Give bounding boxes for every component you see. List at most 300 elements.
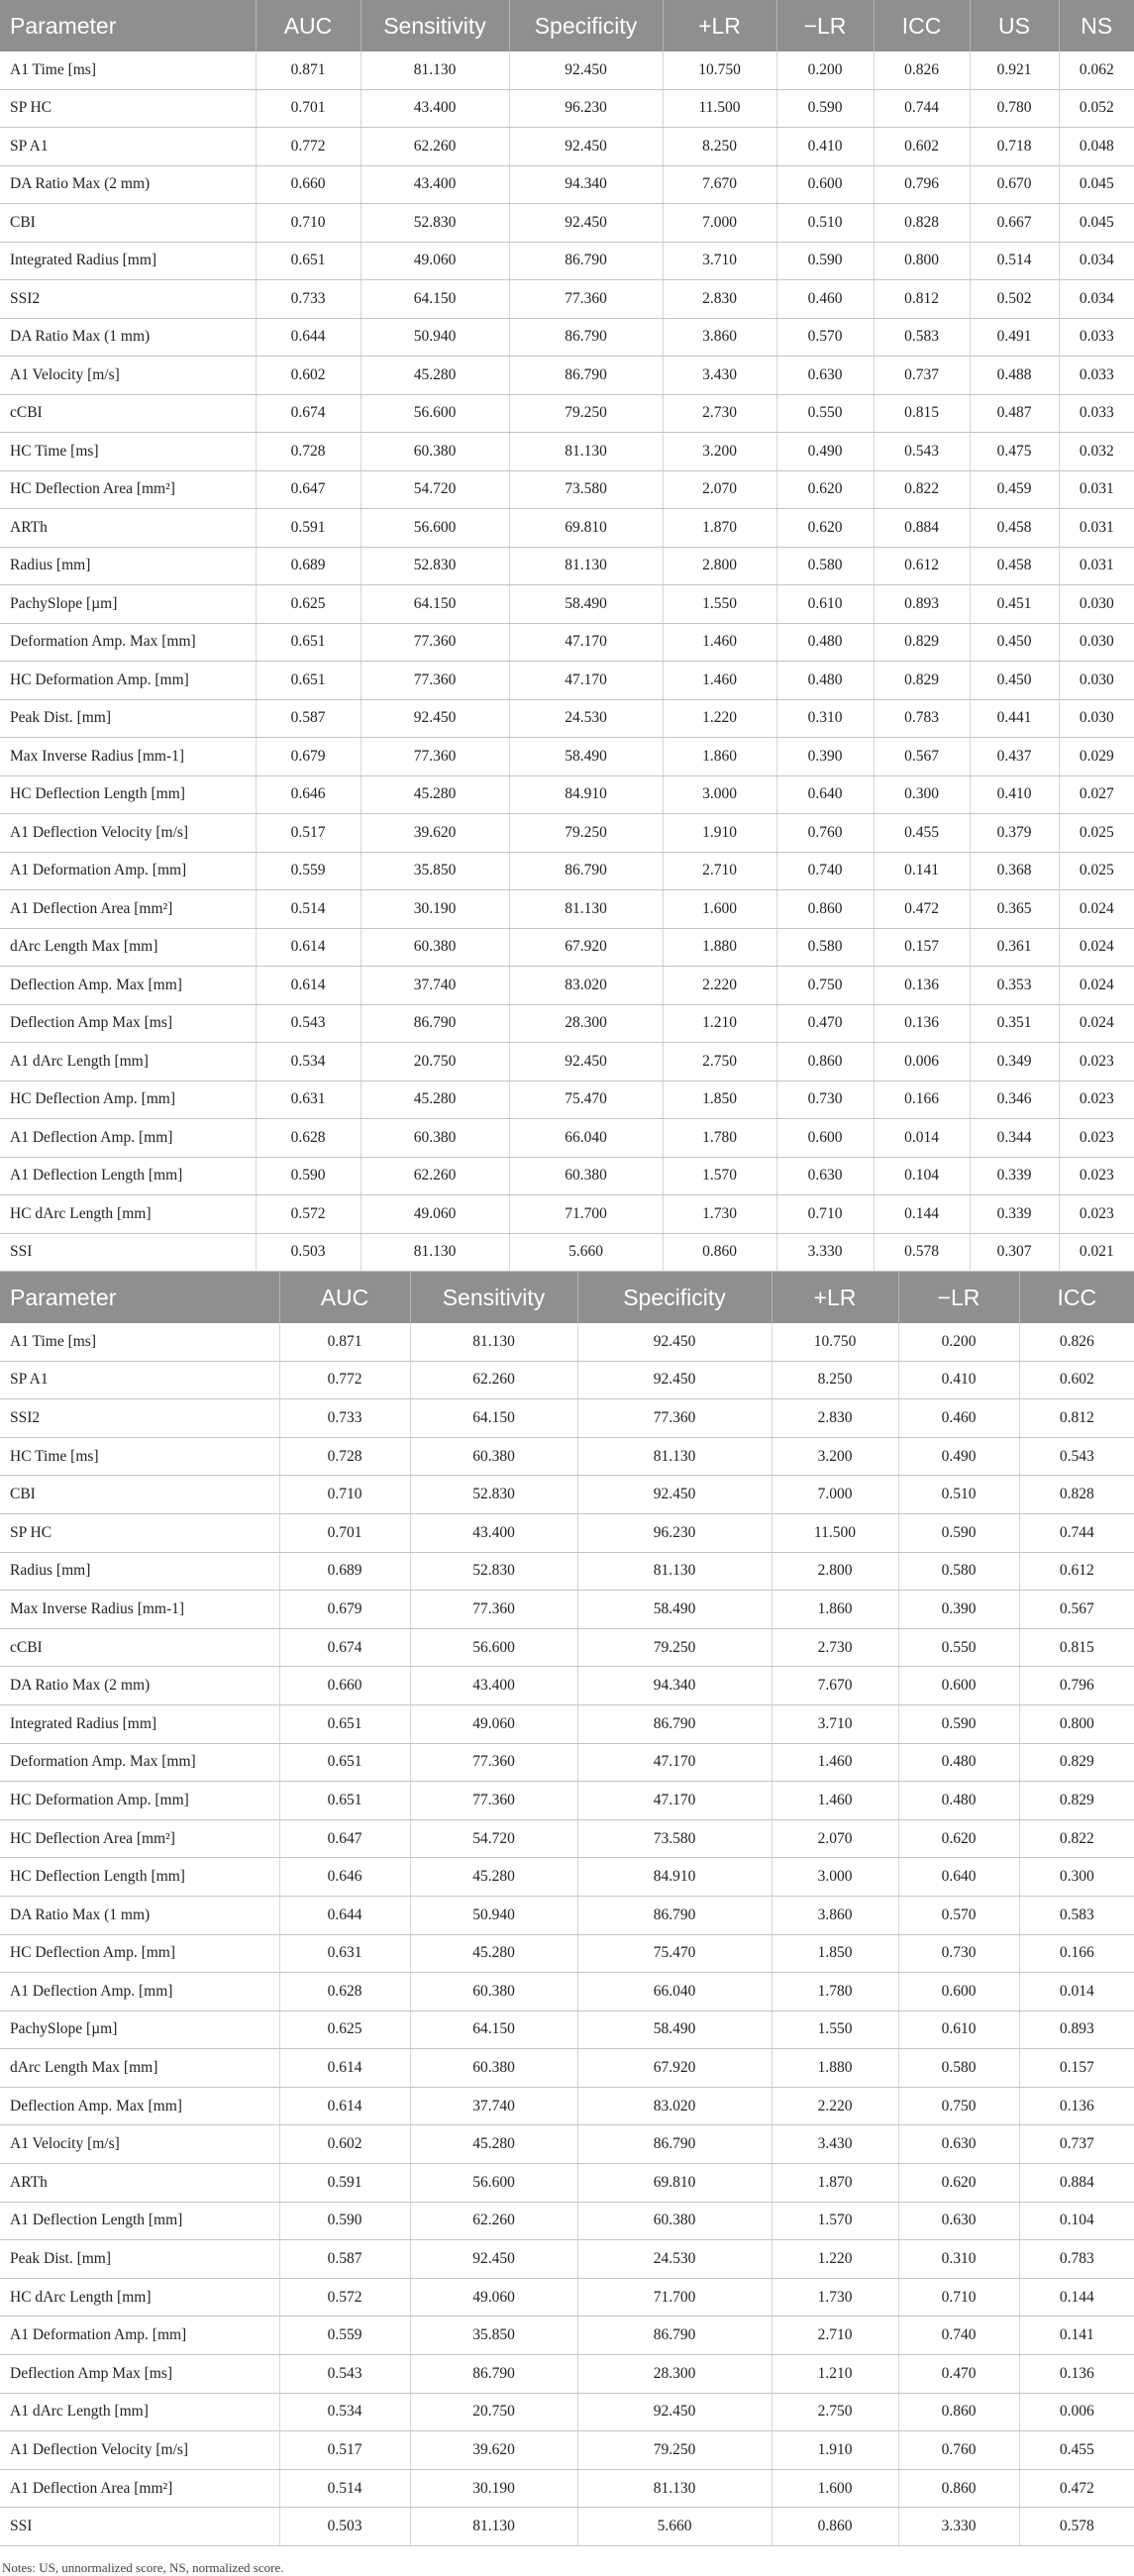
value-cell: 0.023 xyxy=(1059,1157,1134,1195)
value-cell: 7.000 xyxy=(772,1476,898,1514)
value-cell: 0.024 xyxy=(1059,967,1134,1005)
value-cell: 60.380 xyxy=(509,1157,663,1195)
table-row xyxy=(0,509,1134,548)
value-cell: 43.400 xyxy=(410,1667,577,1705)
value-cell: 0.783 xyxy=(1019,2240,1134,2279)
value-cell: 52.830 xyxy=(361,547,509,585)
value-cell: 0.610 xyxy=(898,2010,1019,2049)
value-cell: 81.130 xyxy=(509,547,663,585)
value-cell: 2.710 xyxy=(663,852,776,890)
value-cell: 0.136 xyxy=(1019,2087,1134,2125)
table-row xyxy=(0,2278,1134,2317)
value-cell: 3.200 xyxy=(663,433,776,471)
parameter-cell: Integrated Radius [mm] xyxy=(0,1704,279,1743)
value-cell: 81.130 xyxy=(577,1437,772,1476)
value-cell: 60.380 xyxy=(577,2202,772,2240)
value-cell: 0.628 xyxy=(256,1119,361,1158)
value-cell: 0.674 xyxy=(279,1628,410,1667)
value-cell: 3.860 xyxy=(663,318,776,357)
value-cell: 0.510 xyxy=(776,204,874,243)
table-row xyxy=(0,1896,1134,1934)
value-cell: 0.860 xyxy=(776,1043,874,1082)
value-cell: 50.940 xyxy=(410,1896,577,1934)
value-cell: 73.580 xyxy=(509,470,663,509)
value-cell: 0.514 xyxy=(970,242,1059,280)
value-cell: 2.830 xyxy=(663,280,776,319)
value-cell: 77.360 xyxy=(361,662,509,700)
parameter-cell: HC Deformation Amp. [mm] xyxy=(0,662,256,700)
table-row xyxy=(0,242,1134,280)
value-cell: 56.600 xyxy=(361,394,509,433)
value-cell: 30.190 xyxy=(361,890,509,929)
value-cell: 0.029 xyxy=(1059,738,1134,776)
value-cell: 0.828 xyxy=(874,204,970,243)
value-cell: 96.230 xyxy=(577,1513,772,1552)
table-row xyxy=(0,89,1134,128)
table-row xyxy=(0,2049,1134,2088)
value-cell: 0.543 xyxy=(874,433,970,471)
value-cell: 0.871 xyxy=(279,1323,410,1361)
value-cell: 0.580 xyxy=(898,2049,1019,2088)
value-cell: 69.810 xyxy=(577,2164,772,2203)
parameter-cell: HC Deflection Amp. [mm] xyxy=(0,1081,256,1119)
table-row xyxy=(0,2469,1134,2508)
parameter-cell: dArc Length Max [mm] xyxy=(0,2049,279,2088)
value-cell: 86.790 xyxy=(577,2317,772,2355)
value-cell: 28.300 xyxy=(509,1004,663,1043)
value-cell: 0.490 xyxy=(776,433,874,471)
value-cell: 1.570 xyxy=(663,1157,776,1195)
value-cell: 10.750 xyxy=(663,52,776,89)
value-cell: 0.602 xyxy=(874,128,970,166)
table-row xyxy=(0,128,1134,166)
value-cell: 0.644 xyxy=(279,1896,410,1934)
value-cell: 75.470 xyxy=(509,1081,663,1119)
table-row xyxy=(0,928,1134,967)
value-cell: 0.602 xyxy=(279,2125,410,2164)
value-cell: 1.780 xyxy=(663,1119,776,1158)
value-cell: 1.460 xyxy=(663,623,776,662)
parameter-cell: A1 Deflection Velocity [m/s] xyxy=(0,2431,279,2470)
value-cell: 0.023 xyxy=(1059,1119,1134,1158)
value-cell: 0.390 xyxy=(898,1591,1019,1629)
value-cell: 0.032 xyxy=(1059,433,1134,471)
parameter-cell: A1 Deformation Amp. [mm] xyxy=(0,852,256,890)
value-cell: 0.006 xyxy=(874,1043,970,1082)
value-cell: 0.021 xyxy=(1059,1233,1134,1272)
value-cell: 39.620 xyxy=(410,2431,577,2470)
value-cell: 0.031 xyxy=(1059,509,1134,548)
table-row xyxy=(0,1934,1134,1973)
column-header: AUC xyxy=(279,1272,410,1323)
table-row xyxy=(0,967,1134,1005)
table-row xyxy=(0,280,1134,319)
value-cell: 58.490 xyxy=(509,585,663,624)
value-cell: 0.822 xyxy=(874,470,970,509)
value-cell: 92.450 xyxy=(577,1476,772,1514)
value-cell: 0.651 xyxy=(279,1743,410,1782)
table-row xyxy=(0,2393,1134,2431)
value-cell: 0.620 xyxy=(776,509,874,548)
value-cell: 73.580 xyxy=(577,1819,772,1858)
parameter-cell: A1 Deflection Area [mm²] xyxy=(0,2469,279,2508)
table-row xyxy=(0,204,1134,243)
value-cell: 77.360 xyxy=(361,738,509,776)
value-cell: 0.583 xyxy=(1019,1896,1134,1934)
value-cell: 0.580 xyxy=(776,547,874,585)
value-cell: 0.651 xyxy=(256,242,361,280)
value-cell: 8.250 xyxy=(772,1361,898,1399)
value-cell: 0.860 xyxy=(898,2393,1019,2431)
table-row xyxy=(0,1591,1134,1629)
value-cell: 0.307 xyxy=(970,1233,1059,1272)
value-cell: 0.826 xyxy=(874,52,970,89)
value-cell: 0.620 xyxy=(776,470,874,509)
value-cell: 81.130 xyxy=(361,1233,509,1272)
value-cell: 0.033 xyxy=(1059,318,1134,357)
value-cell: 20.750 xyxy=(410,2393,577,2431)
parameter-cell: Radius [mm] xyxy=(0,1552,279,1591)
value-cell: 0.144 xyxy=(1019,2278,1134,2317)
value-cell: 0.744 xyxy=(1019,1513,1134,1552)
value-cell: 1.880 xyxy=(772,2049,898,2088)
value-cell: 3.710 xyxy=(663,242,776,280)
value-cell: 0.625 xyxy=(256,585,361,624)
value-cell: 0.647 xyxy=(279,1819,410,1858)
table-header-row xyxy=(0,0,1134,52)
value-cell: 0.534 xyxy=(279,2393,410,2431)
value-cell: 0.567 xyxy=(874,738,970,776)
table-row xyxy=(0,357,1134,395)
value-cell: 45.280 xyxy=(410,1934,577,1973)
value-cell: 81.130 xyxy=(577,2469,772,2508)
value-cell: 0.157 xyxy=(874,928,970,967)
table-row xyxy=(0,1858,1134,1897)
value-cell: 81.130 xyxy=(410,2508,577,2546)
value-cell: 0.451 xyxy=(970,585,1059,624)
parameter-cell: Deformation Amp. Max [mm] xyxy=(0,623,256,662)
value-cell: 0.829 xyxy=(874,623,970,662)
value-cell: 83.020 xyxy=(509,967,663,1005)
value-cell: 0.860 xyxy=(663,1233,776,1272)
value-cell: 49.060 xyxy=(361,242,509,280)
value-cell: 0.780 xyxy=(970,89,1059,128)
table-row xyxy=(0,1233,1134,1272)
value-cell: 0.728 xyxy=(256,433,361,471)
value-cell: 2.070 xyxy=(772,1819,898,1858)
value-cell: 79.250 xyxy=(509,394,663,433)
value-cell: 77.360 xyxy=(410,1591,577,1629)
value-cell: 1.730 xyxy=(663,1195,776,1234)
value-cell: 0.630 xyxy=(898,2202,1019,2240)
value-cell: 0.651 xyxy=(279,1782,410,1820)
table-row xyxy=(0,1081,1134,1119)
value-cell: 50.940 xyxy=(361,318,509,357)
value-cell: 0.796 xyxy=(874,165,970,204)
table-row xyxy=(0,1043,1134,1082)
value-cell: 0.590 xyxy=(256,1157,361,1195)
value-cell: 0.614 xyxy=(279,2087,410,2125)
value-cell: 0.480 xyxy=(776,662,874,700)
value-cell: 0.379 xyxy=(970,814,1059,853)
value-cell: 0.660 xyxy=(279,1667,410,1705)
value-cell: 45.280 xyxy=(410,2125,577,2164)
value-cell: 81.130 xyxy=(509,890,663,929)
value-cell: 0.033 xyxy=(1059,357,1134,395)
value-cell: 0.460 xyxy=(776,280,874,319)
value-cell: 0.667 xyxy=(970,204,1059,243)
value-cell: 92.450 xyxy=(361,699,509,738)
value-cell: 60.380 xyxy=(410,2049,577,2088)
parameter-cell: SP HC xyxy=(0,1513,279,1552)
parameter-cell: A1 Deformation Amp. [mm] xyxy=(0,2317,279,2355)
column-header: Parameter xyxy=(0,0,256,52)
parameter-cell: Deflection Amp. Max [mm] xyxy=(0,967,256,1005)
value-cell: 0.651 xyxy=(256,623,361,662)
value-cell: 0.602 xyxy=(256,357,361,395)
value-cell: 60.380 xyxy=(361,433,509,471)
value-cell: 1.780 xyxy=(772,1973,898,2011)
value-cell: 0.701 xyxy=(279,1513,410,1552)
value-cell: 69.810 xyxy=(509,509,663,548)
parameter-cell: A1 Time [ms] xyxy=(0,52,256,89)
value-cell: 0.472 xyxy=(874,890,970,929)
value-cell: 60.380 xyxy=(361,928,509,967)
value-cell: 0.760 xyxy=(776,814,874,853)
value-cell: 0.829 xyxy=(1019,1782,1134,1820)
value-cell: 0.503 xyxy=(256,1233,361,1272)
value-cell: 0.800 xyxy=(1019,1704,1134,1743)
value-cell: 0.630 xyxy=(776,357,874,395)
parameter-cell: DA Ratio Max (1 mm) xyxy=(0,1896,279,1934)
value-cell: 0.390 xyxy=(776,738,874,776)
value-cell: 0.025 xyxy=(1059,852,1134,890)
parameter-cell: HC Time [ms] xyxy=(0,1437,279,1476)
table-row xyxy=(0,775,1134,814)
value-cell: 86.790 xyxy=(509,357,663,395)
value-cell: 0.710 xyxy=(279,1476,410,1514)
value-cell: 1.600 xyxy=(663,890,776,929)
value-cell: 81.130 xyxy=(509,433,663,471)
value-cell: 0.346 xyxy=(970,1081,1059,1119)
value-cell: 0.455 xyxy=(1019,2431,1134,2470)
value-cell: 0.351 xyxy=(970,1004,1059,1043)
value-cell: 2.800 xyxy=(772,1552,898,1591)
parameter-cell: SP A1 xyxy=(0,1361,279,1399)
value-cell: 0.166 xyxy=(1019,1934,1134,1973)
value-cell: 47.170 xyxy=(509,623,663,662)
value-cell: 0.733 xyxy=(279,1399,410,1438)
parameter-cell: CBI xyxy=(0,1476,279,1514)
table-row xyxy=(0,2087,1134,2125)
value-cell: 0.559 xyxy=(256,852,361,890)
value-cell: 0.812 xyxy=(1019,1399,1134,1438)
value-cell: 1.870 xyxy=(663,509,776,548)
value-cell: 2.730 xyxy=(663,394,776,433)
parameter-cell: HC Deflection Amp. [mm] xyxy=(0,1934,279,1973)
value-cell: 66.040 xyxy=(577,1973,772,2011)
parameter-cell: ARTh xyxy=(0,2164,279,2203)
value-cell: 0.025 xyxy=(1059,814,1134,853)
value-cell: 49.060 xyxy=(361,1195,509,1234)
value-cell: 0.200 xyxy=(898,1323,1019,1361)
value-cell: 5.660 xyxy=(509,1233,663,1272)
value-cell: 0.651 xyxy=(279,1704,410,1743)
value-cell: 54.720 xyxy=(410,1819,577,1858)
value-cell: 0.034 xyxy=(1059,280,1134,319)
value-cell: 0.458 xyxy=(970,547,1059,585)
value-cell: 0.710 xyxy=(256,204,361,243)
value-cell: 1.910 xyxy=(663,814,776,853)
value-cell: 0.710 xyxy=(776,1195,874,1234)
value-cell: 0.772 xyxy=(256,128,361,166)
value-cell: 0.045 xyxy=(1059,165,1134,204)
table-row xyxy=(0,890,1134,929)
value-cell: 3.000 xyxy=(772,1858,898,1897)
value-cell: 0.344 xyxy=(970,1119,1059,1158)
value-cell: 77.360 xyxy=(509,280,663,319)
value-cell: 0.534 xyxy=(256,1043,361,1082)
value-cell: 2.750 xyxy=(772,2393,898,2431)
value-cell: 0.670 xyxy=(970,165,1059,204)
value-cell: 0.141 xyxy=(1019,2317,1134,2355)
value-cell: 92.450 xyxy=(577,1323,772,1361)
value-cell: 2.800 xyxy=(663,547,776,585)
value-cell: 0.136 xyxy=(874,967,970,1005)
value-cell: 3.330 xyxy=(898,2508,1019,2546)
value-cell: 3.430 xyxy=(772,2125,898,2164)
value-cell: 79.250 xyxy=(577,1628,772,1667)
value-cell: 3.330 xyxy=(776,1233,874,1272)
column-header: +LR xyxy=(772,1272,898,1323)
value-cell: 62.260 xyxy=(361,1157,509,1195)
value-cell: 0.014 xyxy=(1019,1973,1134,2011)
value-cell: 1.860 xyxy=(663,738,776,776)
value-cell: 0.310 xyxy=(776,699,874,738)
table-row xyxy=(0,662,1134,700)
value-cell: 0.860 xyxy=(772,2508,898,2546)
table-row xyxy=(0,1004,1134,1043)
value-cell: 2.710 xyxy=(772,2317,898,2355)
value-cell: 77.360 xyxy=(410,1782,577,1820)
value-cell: 0.550 xyxy=(776,394,874,433)
value-cell: 0.826 xyxy=(1019,1323,1134,1361)
table-row xyxy=(0,699,1134,738)
value-cell: 0.144 xyxy=(874,1195,970,1234)
value-cell: 0.783 xyxy=(874,699,970,738)
value-cell: 37.740 xyxy=(410,2087,577,2125)
column-header: ICC xyxy=(1019,1272,1134,1323)
table-row xyxy=(0,2431,1134,2470)
value-cell: 58.490 xyxy=(577,2010,772,2049)
value-cell: 92.450 xyxy=(509,204,663,243)
value-cell: 66.040 xyxy=(509,1119,663,1158)
value-cell: 92.450 xyxy=(509,1043,663,1082)
value-cell: 64.150 xyxy=(410,2010,577,2049)
table-row xyxy=(0,2317,1134,2355)
value-cell: 0.166 xyxy=(874,1081,970,1119)
value-cell: 0.300 xyxy=(1019,1858,1134,1897)
table-row xyxy=(0,1157,1134,1195)
value-cell: 60.380 xyxy=(410,1437,577,1476)
column-header: AUC xyxy=(256,0,361,52)
table-row xyxy=(0,2125,1134,2164)
value-cell: 47.170 xyxy=(577,1782,772,1820)
value-cell: 0.580 xyxy=(898,1552,1019,1591)
column-header: −LR xyxy=(776,0,874,52)
parameter-cell: Deformation Amp. Max [mm] xyxy=(0,1743,279,1782)
parameter-cell: Deflection Amp Max [ms] xyxy=(0,2355,279,2394)
value-cell: 94.340 xyxy=(509,165,663,204)
value-cell: 0.647 xyxy=(256,470,361,509)
table-row xyxy=(0,165,1134,204)
table-row xyxy=(0,852,1134,890)
value-cell: 0.815 xyxy=(1019,1628,1134,1667)
value-cell: 86.790 xyxy=(577,2125,772,2164)
value-cell: 86.790 xyxy=(577,1704,772,1743)
value-cell: 43.400 xyxy=(410,1513,577,1552)
value-cell: 86.790 xyxy=(509,318,663,357)
value-cell: 0.583 xyxy=(874,318,970,357)
value-cell: 0.550 xyxy=(898,1628,1019,1667)
value-cell: 1.860 xyxy=(772,1591,898,1629)
parameter-cell: A1 dArc Length [mm] xyxy=(0,2393,279,2431)
parameter-cell: CBI xyxy=(0,204,256,243)
value-cell: 83.020 xyxy=(577,2087,772,2125)
value-cell: 0.591 xyxy=(279,2164,410,2203)
parameter-cell: SSI xyxy=(0,2508,279,2546)
parameter-cell: Radius [mm] xyxy=(0,547,256,585)
value-cell: 0.631 xyxy=(279,1934,410,1973)
table-row xyxy=(0,1361,1134,1399)
table-row xyxy=(0,2164,1134,2203)
parameter-cell: Deflection Amp Max [ms] xyxy=(0,1004,256,1043)
value-cell: 92.450 xyxy=(410,2240,577,2279)
parameter-cell: Max Inverse Radius [mm-1] xyxy=(0,738,256,776)
value-cell: 0.034 xyxy=(1059,242,1134,280)
value-cell: 0.470 xyxy=(776,1004,874,1043)
value-cell: 0.048 xyxy=(1059,128,1134,166)
value-cell: 0.884 xyxy=(874,509,970,548)
column-header: Specificity xyxy=(509,0,663,52)
parameter-cell: A1 Time [ms] xyxy=(0,1323,279,1361)
parameter-cell: Peak Dist. [mm] xyxy=(0,2240,279,2279)
value-cell: 49.060 xyxy=(410,1704,577,1743)
parameter-cell: Deflection Amp. Max [mm] xyxy=(0,2087,279,2125)
value-cell: 24.530 xyxy=(577,2240,772,2279)
value-cell: 0.829 xyxy=(874,662,970,700)
value-cell: 0.590 xyxy=(776,89,874,128)
value-cell: 35.850 xyxy=(361,852,509,890)
value-cell: 0.136 xyxy=(1019,2355,1134,2394)
value-cell: 3.860 xyxy=(772,1896,898,1934)
column-header: US xyxy=(970,0,1059,52)
table-row xyxy=(0,394,1134,433)
value-cell: 64.150 xyxy=(361,585,509,624)
value-cell: 0.640 xyxy=(898,1858,1019,1897)
value-cell: 49.060 xyxy=(410,2278,577,2317)
value-cell: 0.543 xyxy=(256,1004,361,1043)
value-cell: 58.490 xyxy=(509,738,663,776)
value-cell: 7.000 xyxy=(663,204,776,243)
value-cell: 71.700 xyxy=(577,2278,772,2317)
value-cell: 0.450 xyxy=(970,662,1059,700)
parameter-cell: HC Deflection Area [mm²] xyxy=(0,1819,279,1858)
value-cell: 77.360 xyxy=(361,623,509,662)
value-cell: 1.550 xyxy=(772,2010,898,2049)
value-cell: 64.150 xyxy=(410,1399,577,1438)
value-cell: 0.365 xyxy=(970,890,1059,929)
